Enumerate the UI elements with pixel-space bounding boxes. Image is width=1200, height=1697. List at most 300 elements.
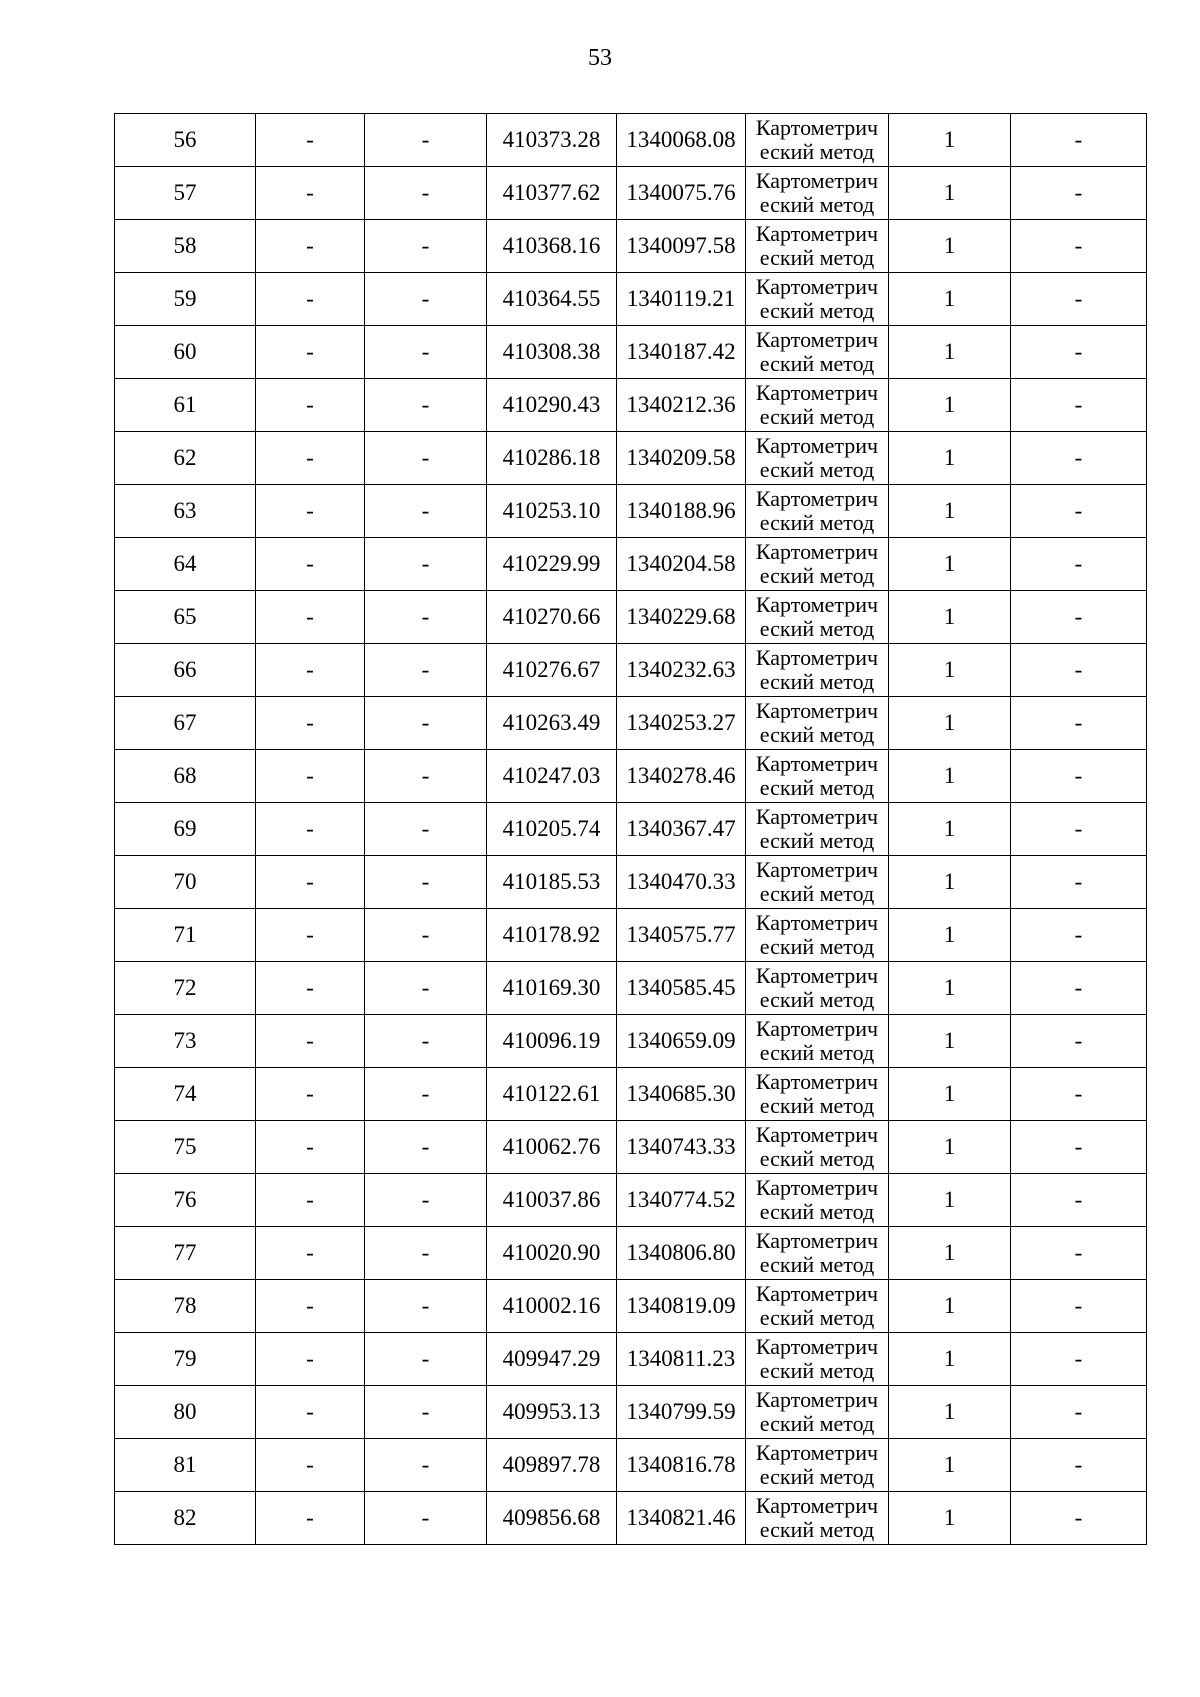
- table-row: [115, 485, 1147, 538]
- column-8-cell: -: [1011, 591, 1147, 644]
- x-coordinate-cell: 410185.53: [487, 856, 617, 909]
- method-text-line-1: Картометрич: [755, 1440, 879, 1465]
- method-cell: [746, 1121, 889, 1174]
- point-number-cell: 77: [115, 1227, 256, 1280]
- method-cell: [746, 167, 889, 220]
- point-number-cell: 71: [115, 909, 256, 962]
- method-text-line-1: Картометрич: [755, 857, 879, 882]
- y-coordinate-cell: 1340743.33: [617, 1121, 746, 1174]
- y-coordinate-cell: 1340575.77: [617, 909, 746, 962]
- x-coordinate-cell: 410062.76: [487, 1121, 617, 1174]
- method-text-line-1: Картометрич: [755, 221, 879, 246]
- method-text-line-2: еский метод: [759, 139, 875, 164]
- point-number-cell: 61: [115, 379, 256, 432]
- column-8-cell: -: [1011, 485, 1147, 538]
- column-2-cell: -: [256, 1439, 365, 1492]
- x-coordinate-cell: 410286.18: [487, 432, 617, 485]
- column-3-cell: -: [365, 273, 487, 326]
- y-coordinate-cell: 1340685.30: [617, 1068, 746, 1121]
- method-text-line-1: Картометрич: [755, 115, 879, 140]
- column-3-cell: -: [365, 697, 487, 750]
- column-3-cell: -: [365, 962, 487, 1015]
- column-3-cell: -: [365, 326, 487, 379]
- method-text-line-1: Картометрич: [755, 1175, 879, 1200]
- table-row: [115, 1439, 1147, 1492]
- column-7-cell: 1: [889, 962, 1011, 1015]
- column-8-cell: -: [1011, 803, 1147, 856]
- method-text-line-2: еский метод: [759, 881, 875, 906]
- y-coordinate-cell: 1340253.27: [617, 697, 746, 750]
- y-coordinate-cell: 1340816.78: [617, 1439, 746, 1492]
- method-text-line-2: еский метод: [759, 775, 875, 800]
- column-3-cell: -: [365, 1280, 487, 1333]
- column-2-cell: -: [256, 1386, 365, 1439]
- column-8-cell: -: [1011, 379, 1147, 432]
- column-3-cell: -: [365, 909, 487, 962]
- column-8-cell: -: [1011, 1121, 1147, 1174]
- point-number-cell: 68: [115, 750, 256, 803]
- column-3-cell: -: [365, 803, 487, 856]
- column-7-cell: 1: [889, 538, 1011, 591]
- column-3-cell: -: [365, 485, 487, 538]
- method-text-line-1: Картометрич: [755, 486, 879, 511]
- x-coordinate-cell: 410290.43: [487, 379, 617, 432]
- table-row: [115, 909, 1147, 962]
- table-body: [115, 114, 1147, 1545]
- column-3-cell: -: [365, 167, 487, 220]
- y-coordinate-cell: 1340799.59: [617, 1386, 746, 1439]
- point-number-cell: 66: [115, 644, 256, 697]
- column-8-cell: -: [1011, 432, 1147, 485]
- method-text-line-2: еский метод: [759, 1517, 875, 1542]
- point-number-cell: 80: [115, 1386, 256, 1439]
- column-3-cell: -: [365, 114, 487, 167]
- column-3-cell: -: [365, 220, 487, 273]
- column-3-cell: -: [365, 1015, 487, 1068]
- column-3-cell: -: [365, 591, 487, 644]
- table-row: [115, 1174, 1147, 1227]
- method-text-line-2: еский метод: [759, 934, 875, 959]
- method-cell: [746, 856, 889, 909]
- column-7-cell: 1: [889, 1333, 1011, 1386]
- method-cell: [746, 1280, 889, 1333]
- column-2-cell: -: [256, 273, 365, 326]
- column-8-cell: -: [1011, 538, 1147, 591]
- y-coordinate-cell: 1340659.09: [617, 1015, 746, 1068]
- column-8-cell: -: [1011, 1068, 1147, 1121]
- x-coordinate-cell: 410205.74: [487, 803, 617, 856]
- x-coordinate-cell: 410169.30: [487, 962, 617, 1015]
- method-text-line-2: еский метод: [759, 245, 875, 270]
- point-number-cell: 78: [115, 1280, 256, 1333]
- x-coordinate-cell: 410096.19: [487, 1015, 617, 1068]
- column-3-cell: -: [365, 856, 487, 909]
- x-coordinate-cell: 409856.68: [487, 1492, 617, 1545]
- column-7-cell: 1: [889, 1068, 1011, 1121]
- method-cell: [746, 1015, 889, 1068]
- x-coordinate-cell: 410368.16: [487, 220, 617, 273]
- column-2-cell: -: [256, 750, 365, 803]
- point-number-cell: 59: [115, 273, 256, 326]
- column-2-cell: -: [256, 432, 365, 485]
- y-coordinate-cell: 1340774.52: [617, 1174, 746, 1227]
- y-coordinate-cell: 1340187.42: [617, 326, 746, 379]
- method-text-line-1: Картометрич: [755, 327, 879, 352]
- point-number-cell: 82: [115, 1492, 256, 1545]
- method-cell: [746, 538, 889, 591]
- method-cell: [746, 1333, 889, 1386]
- method-text-line-2: еский метод: [759, 1464, 875, 1489]
- y-coordinate-cell: 1340209.58: [617, 432, 746, 485]
- y-coordinate-cell: 1340585.45: [617, 962, 746, 1015]
- column-2-cell: -: [256, 591, 365, 644]
- method-text-line-2: еский метод: [759, 669, 875, 694]
- x-coordinate-cell: 410122.61: [487, 1068, 617, 1121]
- column-3-cell: -: [365, 1068, 487, 1121]
- x-coordinate-cell: 410020.90: [487, 1227, 617, 1280]
- column-8-cell: -: [1011, 856, 1147, 909]
- column-2-cell: -: [256, 1227, 365, 1280]
- method-text-line-1: Картометрич: [755, 274, 879, 299]
- column-8-cell: -: [1011, 1492, 1147, 1545]
- table-row: [115, 591, 1147, 644]
- method-text-line-2: еский метод: [759, 1146, 875, 1171]
- column-2-cell: -: [256, 485, 365, 538]
- method-text-line-2: еский метод: [759, 1199, 875, 1224]
- y-coordinate-cell: 1340068.08: [617, 114, 746, 167]
- point-number-cell: 81: [115, 1439, 256, 1492]
- point-number-cell: 56: [115, 114, 256, 167]
- column-3-cell: -: [365, 1121, 487, 1174]
- column-7-cell: 1: [889, 1280, 1011, 1333]
- column-7-cell: 1: [889, 1492, 1011, 1545]
- x-coordinate-cell: 410178.92: [487, 909, 617, 962]
- method-cell: [746, 485, 889, 538]
- method-text-line-2: еский метод: [759, 1252, 875, 1277]
- column-7-cell: 1: [889, 1174, 1011, 1227]
- method-text-line-1: Картометрич: [755, 1387, 879, 1412]
- column-2-cell: -: [256, 1333, 365, 1386]
- column-8-cell: -: [1011, 750, 1147, 803]
- method-text-line-1: Картометрич: [755, 1228, 879, 1253]
- point-number-cell: 58: [115, 220, 256, 273]
- table-row: [115, 167, 1147, 220]
- y-coordinate-cell: 1340806.80: [617, 1227, 746, 1280]
- column-2-cell: -: [256, 644, 365, 697]
- method-text-line-2: еский метод: [759, 192, 875, 217]
- column-8-cell: -: [1011, 1333, 1147, 1386]
- column-2-cell: -: [256, 1492, 365, 1545]
- point-number-cell: 70: [115, 856, 256, 909]
- x-coordinate-cell: 410364.55: [487, 273, 617, 326]
- method-text-line-1: Картометрич: [755, 1334, 879, 1359]
- method-cell: [746, 1492, 889, 1545]
- method-cell: [746, 114, 889, 167]
- point-number-cell: 67: [115, 697, 256, 750]
- x-coordinate-cell: 410308.38: [487, 326, 617, 379]
- table-row: [115, 273, 1147, 326]
- column-7-cell: 1: [889, 1015, 1011, 1068]
- method-cell: [746, 1174, 889, 1227]
- column-2-cell: -: [256, 962, 365, 1015]
- method-text-line-1: Картометрич: [755, 963, 879, 988]
- table-row: [115, 803, 1147, 856]
- x-coordinate-cell: 410037.86: [487, 1174, 617, 1227]
- method-text-line-1: Картометрич: [755, 645, 879, 670]
- method-text-line-1: Картометрич: [755, 592, 879, 617]
- method-cell: [746, 1439, 889, 1492]
- table-row: [115, 1386, 1147, 1439]
- method-text-line-2: еский метод: [759, 510, 875, 535]
- method-cell: [746, 1068, 889, 1121]
- method-text-line-2: еский метод: [759, 457, 875, 482]
- x-coordinate-cell: 410276.67: [487, 644, 617, 697]
- column-2-cell: -: [256, 167, 365, 220]
- point-number-cell: 76: [115, 1174, 256, 1227]
- column-8-cell: -: [1011, 1280, 1147, 1333]
- method-text-line-2: еский метод: [759, 351, 875, 376]
- method-text-line-2: еский метод: [759, 1093, 875, 1118]
- method-text-line-2: еский метод: [759, 828, 875, 853]
- table-row: [115, 220, 1147, 273]
- x-coordinate-cell: 410247.03: [487, 750, 617, 803]
- method-text-line-1: Картометрич: [755, 433, 879, 458]
- column-8-cell: -: [1011, 1015, 1147, 1068]
- column-7-cell: 1: [889, 485, 1011, 538]
- method-text-line-2: еский метод: [759, 616, 875, 641]
- column-8-cell: -: [1011, 697, 1147, 750]
- column-7-cell: 1: [889, 697, 1011, 750]
- table-row: [115, 432, 1147, 485]
- x-coordinate-cell: 409897.78: [487, 1439, 617, 1492]
- x-coordinate-cell: 410263.49: [487, 697, 617, 750]
- table-row: [115, 538, 1147, 591]
- method-text-line-1: Картометрич: [755, 804, 879, 829]
- y-coordinate-cell: 1340229.68: [617, 591, 746, 644]
- method-text-line-1: Картометрич: [755, 380, 879, 405]
- column-3-cell: -: [365, 538, 487, 591]
- column-8-cell: -: [1011, 114, 1147, 167]
- point-number-cell: 62: [115, 432, 256, 485]
- method-text-line-1: Картометрич: [755, 1069, 879, 1094]
- column-2-cell: -: [256, 114, 365, 167]
- method-text-line-2: еский метод: [759, 987, 875, 1012]
- column-2-cell: -: [256, 909, 365, 962]
- point-number-cell: 74: [115, 1068, 256, 1121]
- method-text-line-1: Картометрич: [755, 1281, 879, 1306]
- method-cell: [746, 591, 889, 644]
- point-number-cell: 60: [115, 326, 256, 379]
- column-3-cell: -: [365, 1333, 487, 1386]
- column-8-cell: -: [1011, 167, 1147, 220]
- y-coordinate-cell: 1340204.58: [617, 538, 746, 591]
- y-coordinate-cell: 1340232.63: [617, 644, 746, 697]
- table-row: [115, 1492, 1147, 1545]
- x-coordinate-cell: 410002.16: [487, 1280, 617, 1333]
- y-coordinate-cell: 1340821.46: [617, 1492, 746, 1545]
- y-coordinate-cell: 1340470.33: [617, 856, 746, 909]
- column-8-cell: -: [1011, 1386, 1147, 1439]
- method-cell: [746, 750, 889, 803]
- point-number-cell: 63: [115, 485, 256, 538]
- column-8-cell: -: [1011, 220, 1147, 273]
- table-row: [115, 379, 1147, 432]
- method-cell: [746, 909, 889, 962]
- method-cell: [746, 273, 889, 326]
- method-text-line-1: Картометрич: [755, 910, 879, 935]
- method-text-line-1: Картометрич: [755, 539, 879, 564]
- method-text-line-2: еский метод: [759, 1358, 875, 1383]
- column-2-cell: -: [256, 803, 365, 856]
- point-number-cell: 72: [115, 962, 256, 1015]
- method-text-line-2: еский метод: [759, 1411, 875, 1436]
- method-text-line-1: Картометрич: [755, 751, 879, 776]
- x-coordinate-cell: 410253.10: [487, 485, 617, 538]
- column-8-cell: -: [1011, 273, 1147, 326]
- table-row: [115, 697, 1147, 750]
- column-3-cell: -: [365, 432, 487, 485]
- method-cell: [746, 379, 889, 432]
- column-7-cell: 1: [889, 909, 1011, 962]
- x-coordinate-cell: 410270.66: [487, 591, 617, 644]
- column-2-cell: -: [256, 379, 365, 432]
- point-number-cell: 79: [115, 1333, 256, 1386]
- column-3-cell: -: [365, 1492, 487, 1545]
- column-2-cell: -: [256, 856, 365, 909]
- column-7-cell: 1: [889, 856, 1011, 909]
- column-2-cell: -: [256, 1121, 365, 1174]
- column-2-cell: -: [256, 1068, 365, 1121]
- method-cell: [746, 803, 889, 856]
- method-text-line-2: еский метод: [759, 298, 875, 323]
- column-2-cell: -: [256, 538, 365, 591]
- column-7-cell: 1: [889, 1386, 1011, 1439]
- x-coordinate-cell: 410373.28: [487, 114, 617, 167]
- column-7-cell: 1: [889, 750, 1011, 803]
- point-number-cell: 73: [115, 1015, 256, 1068]
- column-2-cell: -: [256, 220, 365, 273]
- method-text-line-1: Картометрич: [755, 168, 879, 193]
- point-number-cell: 75: [115, 1121, 256, 1174]
- column-3-cell: -: [365, 644, 487, 697]
- column-7-cell: 1: [889, 1121, 1011, 1174]
- method-text-line-1: Картометрич: [755, 1493, 879, 1518]
- column-8-cell: -: [1011, 644, 1147, 697]
- column-7-cell: 1: [889, 326, 1011, 379]
- point-number-cell: 64: [115, 538, 256, 591]
- table-row: [115, 1121, 1147, 1174]
- column-2-cell: -: [256, 697, 365, 750]
- method-cell: [746, 962, 889, 1015]
- column-3-cell: -: [365, 750, 487, 803]
- point-number-cell: 65: [115, 591, 256, 644]
- method-text-line-2: еский метод: [759, 563, 875, 588]
- column-2-cell: -: [256, 1174, 365, 1227]
- y-coordinate-cell: 1340212.36: [617, 379, 746, 432]
- method-cell: [746, 644, 889, 697]
- method-cell: [746, 1227, 889, 1280]
- x-coordinate-cell: 410229.99: [487, 538, 617, 591]
- column-7-cell: 1: [889, 591, 1011, 644]
- y-coordinate-cell: 1340811.23: [617, 1333, 746, 1386]
- table-row: [115, 1227, 1147, 1280]
- method-cell: [746, 326, 889, 379]
- table-row: [115, 750, 1147, 803]
- x-coordinate-cell: 409953.13: [487, 1386, 617, 1439]
- column-7-cell: 1: [889, 803, 1011, 856]
- table-row: [115, 856, 1147, 909]
- method-text-line-2: еский метод: [759, 1040, 875, 1065]
- y-coordinate-cell: 1340819.09: [617, 1280, 746, 1333]
- column-8-cell: -: [1011, 1174, 1147, 1227]
- column-7-cell: 1: [889, 379, 1011, 432]
- y-coordinate-cell: 1340188.96: [617, 485, 746, 538]
- y-coordinate-cell: 1340278.46: [617, 750, 746, 803]
- column-8-cell: -: [1011, 909, 1147, 962]
- column-7-cell: 1: [889, 1439, 1011, 1492]
- column-7-cell: 1: [889, 1227, 1011, 1280]
- table-row: [115, 962, 1147, 1015]
- point-number-cell: 69: [115, 803, 256, 856]
- column-8-cell: -: [1011, 962, 1147, 1015]
- column-7-cell: 1: [889, 114, 1011, 167]
- column-7-cell: 1: [889, 432, 1011, 485]
- column-3-cell: -: [365, 379, 487, 432]
- column-3-cell: -: [365, 1386, 487, 1439]
- column-7-cell: 1: [889, 167, 1011, 220]
- column-8-cell: -: [1011, 1439, 1147, 1492]
- method-text-line-2: еский метод: [759, 1305, 875, 1330]
- method-text-line-1: Картометрич: [755, 1016, 879, 1041]
- column-7-cell: 1: [889, 273, 1011, 326]
- x-coordinate-cell: 409947.29: [487, 1333, 617, 1386]
- method-cell: [746, 697, 889, 750]
- table-row: [115, 644, 1147, 697]
- table-row: [115, 326, 1147, 379]
- column-8-cell: -: [1011, 1227, 1147, 1280]
- column-2-cell: -: [256, 1015, 365, 1068]
- y-coordinate-cell: 1340075.76: [617, 167, 746, 220]
- page-number: 53: [588, 45, 612, 71]
- column-2-cell: -: [256, 326, 365, 379]
- column-3-cell: -: [365, 1439, 487, 1492]
- table-row: [115, 114, 1147, 167]
- table-row: [115, 1280, 1147, 1333]
- x-coordinate-cell: 410377.62: [487, 167, 617, 220]
- column-2-cell: -: [256, 1280, 365, 1333]
- method-cell: [746, 220, 889, 273]
- table-row: [115, 1015, 1147, 1068]
- column-3-cell: -: [365, 1227, 487, 1280]
- table-row: [115, 1068, 1147, 1121]
- column-3-cell: -: [365, 1174, 487, 1227]
- method-cell: [746, 432, 889, 485]
- method-text-line-2: еский метод: [759, 722, 875, 747]
- column-8-cell: -: [1011, 326, 1147, 379]
- y-coordinate-cell: 1340097.58: [617, 220, 746, 273]
- y-coordinate-cell: 1340367.47: [617, 803, 746, 856]
- method-text-line-1: Картометрич: [755, 698, 879, 723]
- column-7-cell: 1: [889, 220, 1011, 273]
- coordinates-table: [114, 113, 1147, 1545]
- point-number-cell: 57: [115, 167, 256, 220]
- table-row: [115, 1333, 1147, 1386]
- method-cell: [746, 1386, 889, 1439]
- method-text-line-1: Картометрич: [755, 1122, 879, 1147]
- method-text-line-2: еский метод: [759, 404, 875, 429]
- y-coordinate-cell: 1340119.21: [617, 273, 746, 326]
- column-7-cell: 1: [889, 644, 1011, 697]
